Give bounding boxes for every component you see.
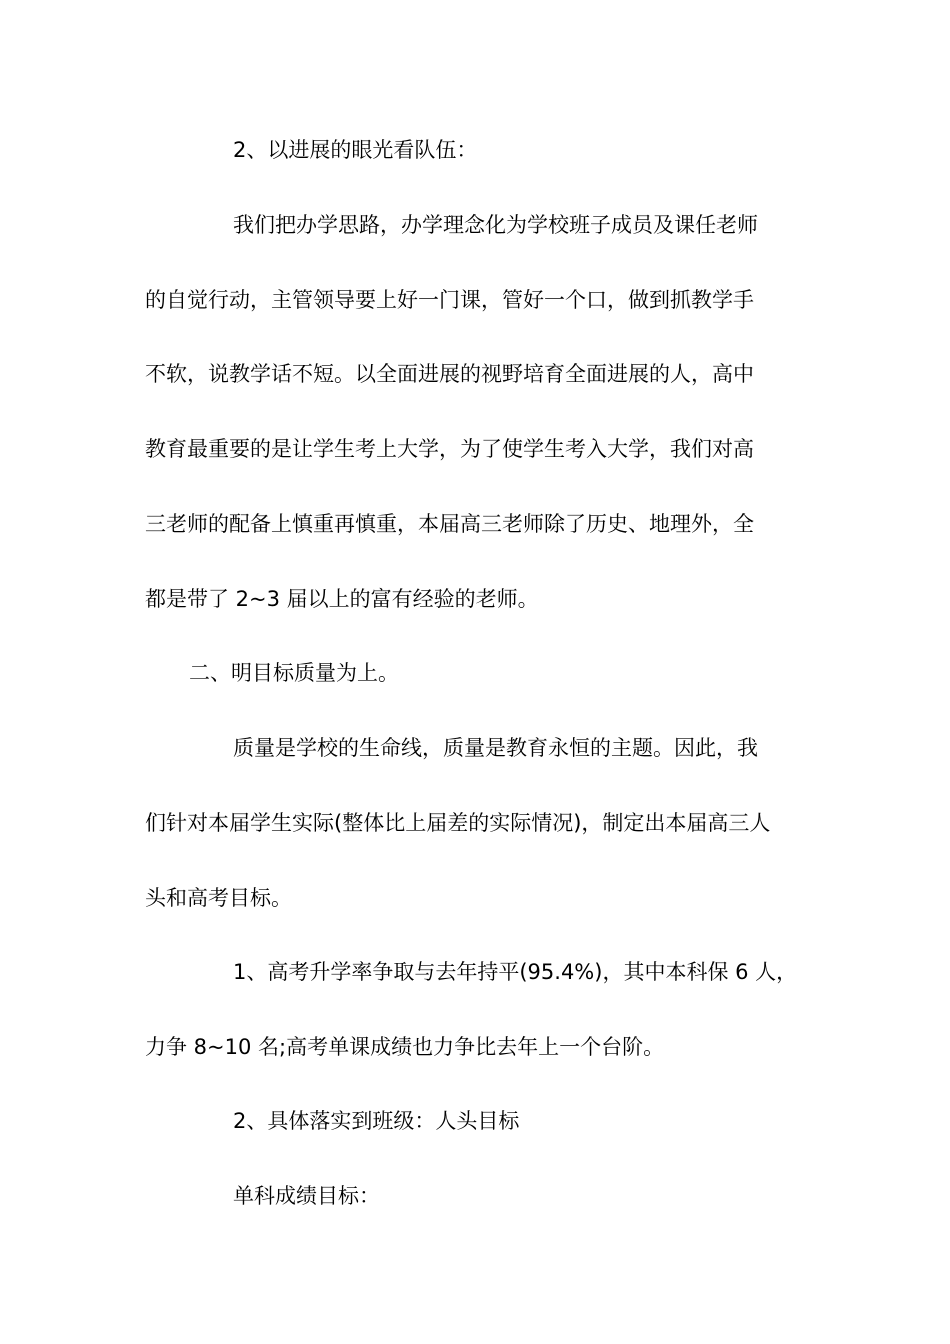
paragraph-line: 头和高考目标。 [145, 886, 292, 910]
paragraph-line: 都是带了 2~3 届以上的富有经验的老师。 [145, 587, 539, 611]
paragraph-line: 我们把办学思路，办学理念化为学校班子成员及课任老师 [233, 213, 758, 237]
paragraph-line: 不软，说教学话不短。以全面进展的视野培育全面进展的人，高中 [145, 362, 754, 386]
paragraph-line: 们针对本届学生实际(整体比上届差的实际情况)，制定出本届高三人 [145, 811, 771, 835]
paragraph-line: 力争 8~10 名;高考单课成绩也力争比去年上一个台阶。 [145, 1035, 665, 1059]
paragraph-line: 2、具体落实到班级：人头目标 [233, 1109, 520, 1133]
paragraph-line: 质量是学校的生命线，质量是教育永恒的主题。因此，我 [233, 736, 758, 760]
paragraph-line: 1、高考升学率争取与去年持平(95.4%)，其中本科保 6 人， [233, 960, 798, 984]
paragraph-line: 教育最重要的是让学生考上大学，为了使学生考入大学，我们对高 [145, 437, 754, 461]
paragraph-line: 2、以进展的眼光看队伍： [233, 138, 478, 162]
paragraph-line: 单科成绩目标： [233, 1184, 380, 1208]
paragraph-line: 的自觉行动，主管领导要上好一门课，管好一个口，做到抓教学手 [145, 288, 754, 312]
section-heading: 二、明目标质量为上。 [189, 661, 399, 685]
paragraph-line: 三老师的配备上慎重再慎重，本届高三老师除了历史、地理外，全 [145, 512, 754, 536]
